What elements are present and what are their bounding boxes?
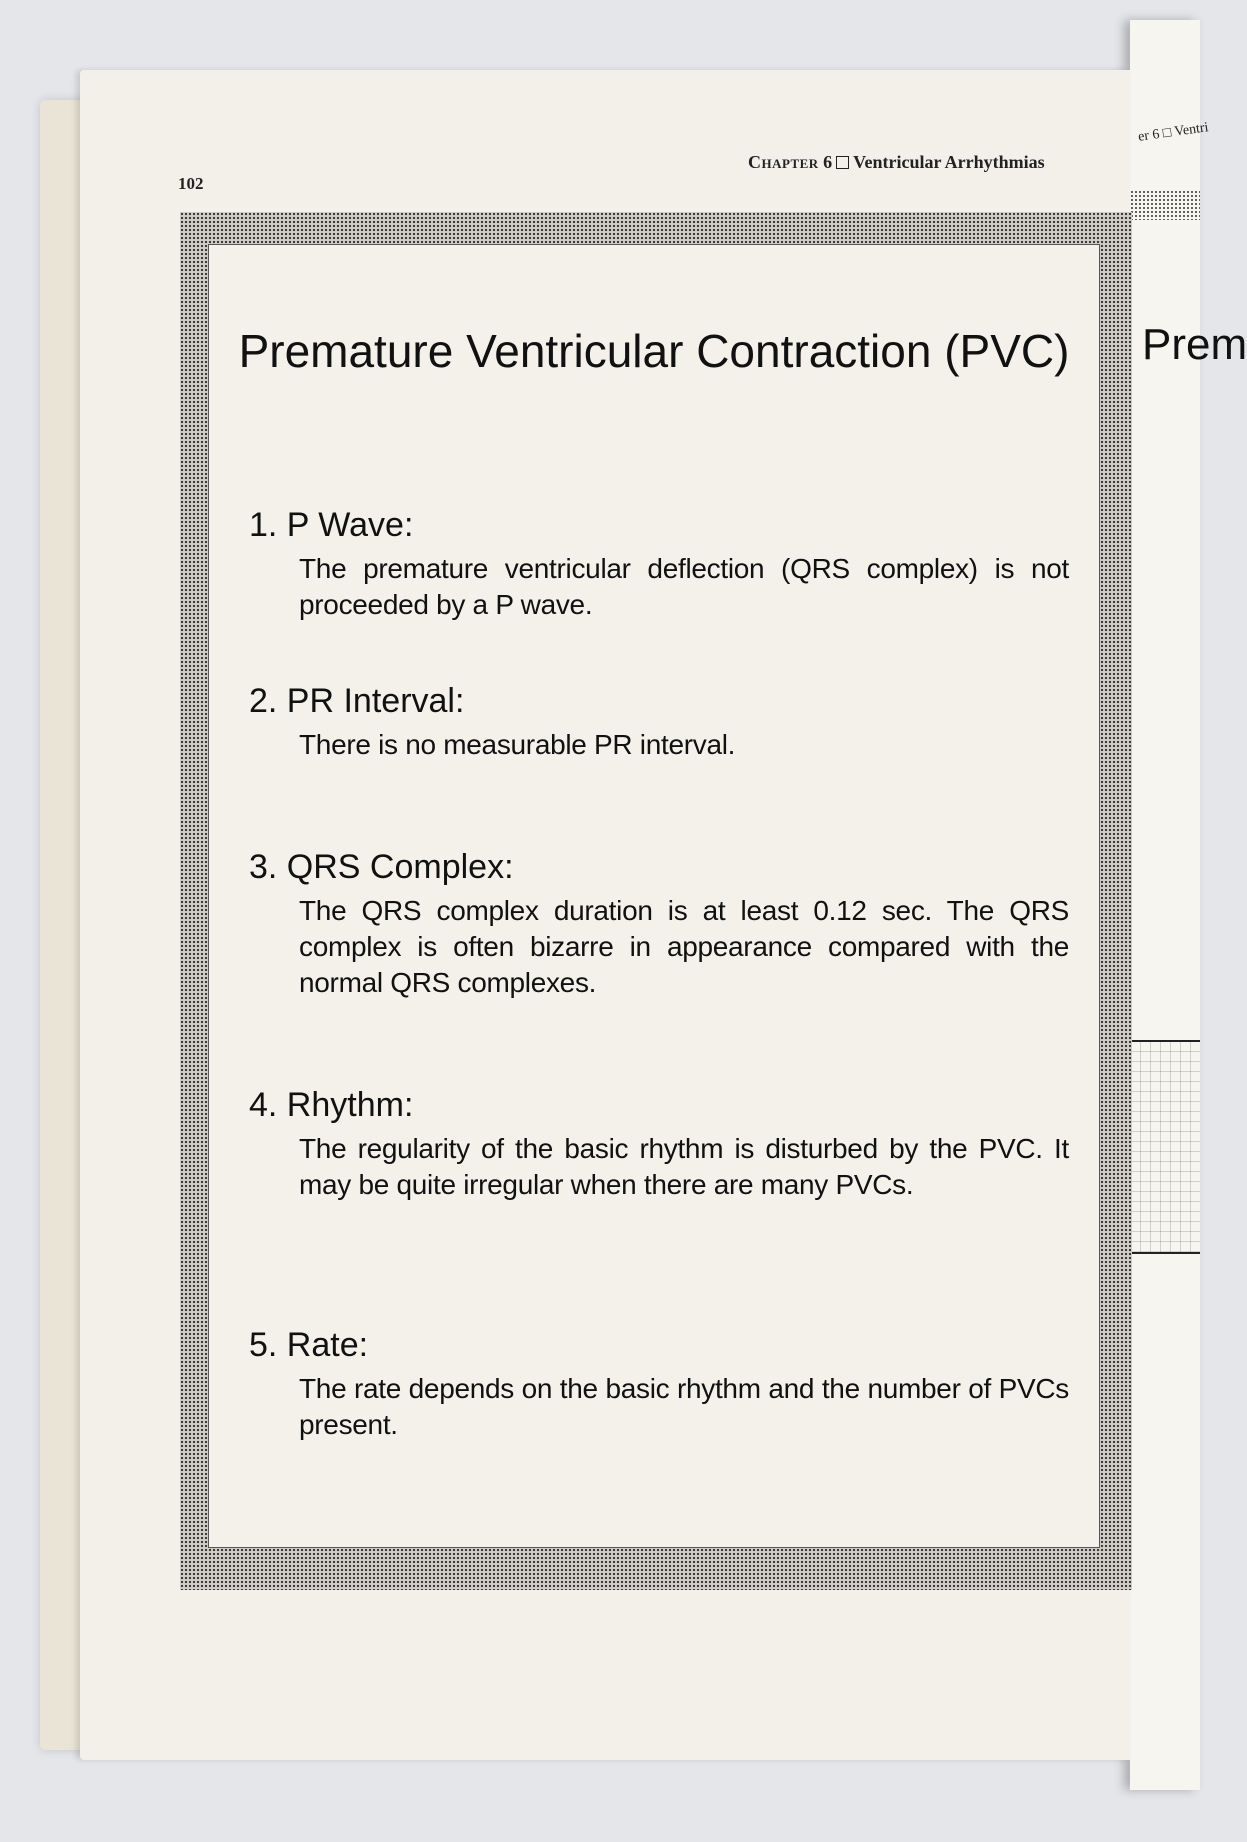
section-rhythm <box>249 1085 1069 1203</box>
square-bullet-icon <box>836 156 849 169</box>
next-page-dotted-frame <box>1130 190 1200 220</box>
section-p-wave <box>249 505 1069 623</box>
section-heading: 2. PR Interval: <box>249 682 465 720</box>
section-body: The rate depends on the basic rhythm and the number of PVCs present. <box>299 1373 1069 1440</box>
section-body: The premature ventricular deflection (QRS complex) is not proceeded by a P wave. <box>299 553 1069 620</box>
next-page-ecg-strip <box>1130 1040 1200 1254</box>
running-head-chapter: Chapter <box>748 152 819 172</box>
page-title: Premature Ventricular Contraction (PVC) <box>238 325 1070 377</box>
section-body: The regularity of the basic rhythm is disturbed by the PVC. It may be quite irregular when there are many PVCs. <box>299 1133 1069 1200</box>
next-page-title: Prem <box>1142 320 1247 369</box>
running-head-title: Ventricular Arrhythmias <box>853 152 1045 172</box>
next-page-edge <box>1130 20 1247 1790</box>
section-heading: 3. QRS Complex: <box>249 848 514 886</box>
section-pr-interval <box>249 681 1069 763</box>
section-body: There is no measurable PR interval. <box>299 729 736 760</box>
running-head <box>748 152 1045 173</box>
section-heading: 1. P Wave: <box>249 506 414 544</box>
section-rate <box>249 1325 1069 1443</box>
page-number: 102 <box>178 174 204 193</box>
section-qrs-complex <box>249 847 1069 1001</box>
section-heading: 5. Rate: <box>249 1326 369 1364</box>
section-body: The QRS complex duration is at least 0.12 sec. The QRS complex is often bizarre in appearance compared with the normal QRS complexes. <box>299 895 1069 998</box>
dotted-frame <box>180 212 1132 1590</box>
content-panel <box>208 244 1100 1548</box>
running-head-chapter-number: 6 <box>823 152 833 172</box>
section-heading: 4. Rhythm: <box>249 1086 414 1124</box>
next-page-running-head: er 6 □ Ventri <box>1137 120 1210 145</box>
